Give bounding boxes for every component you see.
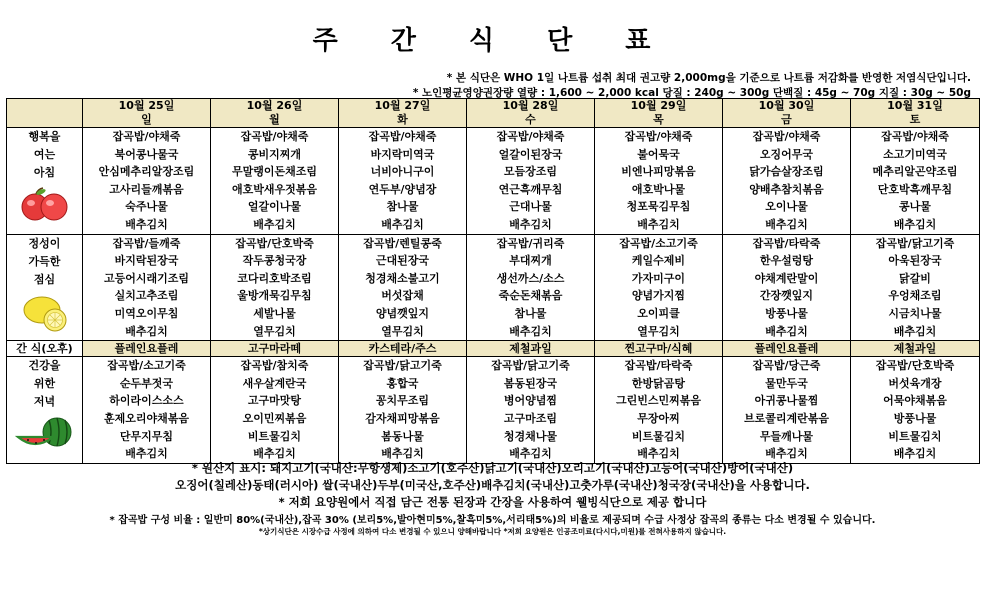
snack-cell: 제철과일 [467, 341, 595, 357]
menu-item: 시금치나물 [888, 306, 942, 320]
breakfast-cell [595, 128, 723, 235]
menu-item: 한방닭곰탕 [631, 376, 686, 390]
menu-item: 얼갈이나물 [247, 200, 302, 214]
meal-label-line: 건강을 [28, 359, 61, 373]
menu-item: 배추김치 [125, 324, 168, 338]
origin-note-continued: 오징어(칠레산)동태(러시아) 쌀(국내산)두부(미국산,호주산)배추김치(국내산)고춧가루(국내산)청국장(국내산)을 사용합니다. [175, 478, 810, 492]
menu-item: 울방개묵김무침 [237, 289, 312, 303]
date-cell: 10월 29일 [595, 99, 723, 114]
menu-item: 고사리들깨볶음 [109, 182, 184, 196]
meal-label-line: 점심 [33, 272, 56, 286]
menu-item: 참나물 [386, 200, 419, 214]
menu-item: 모듬장조림 [503, 165, 558, 179]
menu-item: 우엉채조림 [888, 289, 942, 303]
dinner-cell [467, 357, 595, 464]
menu-item: 오이피클 [637, 306, 680, 320]
menu-item: 배추김치 [125, 217, 168, 231]
menu-item: 어묵야채볶음 [883, 394, 947, 408]
menu-item: 봄동된장국 [503, 376, 558, 390]
menu-item: 애호박나물 [631, 182, 686, 196]
menu-item: 홍합국 [386, 376, 419, 390]
menu-item: 연근흑깨무침 [498, 182, 563, 196]
menu-item: 애호박새우젓볶음 [231, 182, 317, 196]
menu-item: 잡곡밥/야채죽 [624, 130, 693, 143]
meal-label-line: 정성이 [28, 236, 61, 250]
menu-item: 한우설렁탕 [759, 254, 814, 268]
menu-item: 아귀콩나물찜 [754, 394, 819, 408]
menu-item: 아욱된장국 [888, 254, 942, 268]
menu-item: 콩나물 [899, 200, 931, 214]
menu-item: 배추김치 [509, 217, 552, 231]
menu-item: 야채계란말이 [754, 271, 819, 285]
menu-item: 너비아니구이 [370, 165, 435, 179]
menu-item: 배추김치 [125, 447, 168, 461]
menu-item: 오이민찌볶음 [242, 411, 307, 425]
menu-item: 고등어시래기조림 [103, 271, 189, 285]
menu-item: 배추김치 [637, 447, 680, 461]
menu-item: 새우살계란국 [242, 376, 307, 390]
menu-item: 비트물김치 [888, 429, 942, 443]
menu-item: 미역오이무침 [114, 306, 179, 320]
menu-item: 잡곡밥/야채죽 [112, 130, 181, 143]
menu-item: 버섯육개장 [888, 376, 942, 390]
menu-item: 배추김치 [253, 217, 296, 231]
menu-item: 잡곡밥/귀리죽 [496, 236, 565, 250]
menu-item: 배추김치 [765, 217, 808, 231]
meal-label-line: 저녁 [33, 395, 56, 409]
date-cell: 10월 31일 [851, 99, 980, 114]
meal-label-line: 아침 [33, 166, 56, 179]
dinner-cell [595, 357, 723, 464]
lunch-cell [83, 234, 211, 341]
menu-item: 꽁치무조림 [375, 394, 430, 408]
breakfast-cell [339, 128, 467, 235]
header-corner [7, 99, 83, 128]
dinner-cell [723, 357, 851, 464]
lunch-cell [467, 234, 595, 341]
menu-item: 무장아찌 [637, 411, 680, 425]
menu-item: 잡곡밥/당근죽 [752, 359, 821, 373]
watermelon-icon [15, 415, 75, 451]
menu-item: 하이라이스소스 [109, 394, 184, 408]
menu-item: 물만두국 [765, 376, 808, 390]
meal-label-line: 위한 [33, 377, 56, 391]
menu-item: 감자채피망볶음 [365, 411, 440, 425]
breakfast-cell [723, 128, 851, 235]
menu-item: 배추김치 [253, 447, 296, 461]
dinner-row [7, 357, 980, 464]
sodium-note: * 본 식단은 WHO 1일 나트륨 섭취 최대 권고량 2,000mg을 기준으로 나트륨 저감화를 반영한 저염식단입니다. [446, 72, 971, 84]
menu-item: 단호박흑깨무침 [877, 182, 953, 196]
menu-item: 잡곡밥/들깨죽 [112, 236, 181, 250]
menu-item: 숙주나물 [125, 200, 168, 214]
menu-item: 배추김치 [765, 324, 808, 338]
origin-note: * 원산지 표시: 돼지고기(국내산:무항생제)소고기(호주산)닭고기(국내산)오리고기(국내산)고등어(국내산)방어(국내산) [191, 461, 794, 475]
date-cell: 10월 27일 [339, 99, 467, 114]
menu-item: 잡곡밥/야채죽 [240, 130, 309, 143]
menu-item: 청경채나물 [503, 429, 558, 443]
dinner-cell [83, 357, 211, 464]
menu-item: 잡곡밥/타락죽 [624, 359, 693, 373]
menu-item: 생선까스/소스 [496, 271, 565, 285]
weekday-cell: 목 [595, 113, 723, 128]
menu-item: 잡곡밥/타락죽 [752, 236, 821, 250]
menu-item: 봄동나물 [381, 429, 424, 443]
snack-cell: 고구마라떼 [211, 341, 339, 357]
menu-item: 배추김치 [893, 324, 937, 338]
snack-label: 간 식(오후) [7, 341, 83, 357]
breakfast-cell [211, 128, 339, 235]
snack-cell: 제철과일 [851, 341, 980, 357]
menu-item: 닭갈비 [899, 271, 931, 285]
menu-item: 잡곡밥/닭고기죽 [491, 359, 570, 373]
breakfast-label-cell [7, 128, 83, 235]
menu-item: 잡곡밥/단호박죽 [875, 359, 955, 373]
breakfast-cell [467, 128, 595, 235]
menu-item: 훈제오리야채볶음 [103, 411, 189, 425]
date-cell: 10월 26일 [211, 99, 339, 114]
menu-item: 병어양념찜 [503, 394, 558, 408]
menu-item: 방풍나물 [765, 306, 808, 320]
menu-item: 실치고추조림 [114, 289, 179, 303]
menu-item: 양념깻잎지 [375, 306, 430, 320]
dinner-cell [211, 357, 339, 464]
lemon-icon [19, 293, 71, 333]
dinner-cell [339, 357, 467, 464]
menu-item: 잡곡밥/야채죽 [752, 130, 821, 143]
menu-item: 간장깻잎지 [759, 289, 814, 303]
menu-item: 안심메추리알장조림 [98, 165, 195, 179]
menu-item: 고구마조림 [503, 411, 558, 425]
menu-item: 무들깨나물 [759, 429, 814, 443]
menu-item: 오이나물 [765, 200, 808, 214]
nutrition-note: * 노인평균영양권장량 열량 : 1,600 ~ 2,000 kcal 당질 : 240g ~ 300g 단백질 : 45g ~ 70g 지질 : 30g ~ 50g [412, 87, 971, 99]
menu-item: 배추김치 [381, 217, 424, 231]
menu-item: 소고기미역국 [883, 147, 947, 161]
grain-ratio-note: * 잡곡밥 구성 비율 : 일반미 80%(국내산),잡곡 30% (보리5%,발아현미5%,찰흑미5%,서리태5%)의 비율로 제공되며 수급 사정상 잡곡의 종류는 다소 변경될 수 있습니다. [109, 515, 876, 526]
menu-item: 얼갈이된장국 [498, 147, 563, 161]
menu-item: 작두콩청국장 [242, 254, 307, 268]
menu-item: 배추김치 [893, 217, 937, 231]
weekday-cell: 토 [851, 113, 980, 128]
menu-item: 배추김치 [893, 447, 937, 461]
menu-item: 청포묵김무침 [626, 200, 691, 214]
weekday-cell: 수 [467, 113, 595, 128]
menu-item: 근대나물 [509, 200, 552, 214]
menu-item: 브로콜리계란볶음 [743, 411, 829, 425]
menu-item: 잡곡밥/야채죽 [368, 130, 437, 143]
menu-item: 배추김치 [381, 447, 424, 461]
menu-item: 죽순돈채볶음 [498, 289, 563, 303]
snack-cell: 플레인요플레 [723, 341, 851, 357]
weekday-cell: 월 [211, 113, 339, 128]
menu-item: 잡곡밥/소고기죽 [619, 236, 698, 250]
menu-item: 그린빈스민찌볶음 [615, 394, 701, 408]
lunch-label-cell [7, 234, 83, 341]
dinner-label-cell [7, 357, 83, 464]
menu-item: 메추리알곤약조림 [872, 165, 958, 179]
menu-item: 바지락된장국 [114, 254, 179, 268]
menu-item: 비엔나피망볶음 [621, 165, 696, 179]
menu-item: 잡곡밥/렌틸콩죽 [363, 236, 442, 250]
lunch-cell [851, 234, 980, 341]
breakfast-cell [851, 128, 980, 235]
menu-item: 연두부/양념장 [368, 182, 437, 196]
menu-item: 콩비지찌개 [247, 147, 302, 161]
menu-item: 배추김치 [765, 447, 808, 461]
menu-item: 무말랭이돈채조림 [231, 165, 317, 179]
menu-item: 양배추참치볶음 [749, 182, 824, 196]
menu-item: 코다리호박조림 [237, 271, 312, 285]
menu-item: 닭가슴살장조림 [749, 165, 824, 179]
menu-item: 잡곡밥/닭고기죽 [363, 359, 442, 373]
lunch-row [7, 234, 980, 341]
date-row [7, 99, 980, 114]
menu-item: 버섯잡채 [381, 289, 424, 303]
meal-label-line: 가득한 [28, 254, 61, 268]
breakfast-cell [83, 128, 211, 235]
snack-cell: 찐고구마/식혜 [595, 341, 723, 357]
menu-item: 배추김치 [509, 447, 552, 461]
menu-item: 비트물김치 [247, 429, 302, 443]
lunch-cell [211, 234, 339, 341]
menu-item: 가자미구이 [631, 271, 686, 285]
menu-item: 양념가지찜 [631, 289, 686, 303]
menu-item: 근대된장국 [375, 254, 430, 268]
menu-item: 잡곡밥/참치죽 [240, 359, 309, 373]
meal-label-line: 여는 [33, 148, 56, 161]
menu-item: 열무김치 [253, 324, 296, 338]
lunch-cell [595, 234, 723, 341]
menu-item: 참나물 [514, 306, 547, 320]
menu-item: 불어묵국 [637, 147, 680, 161]
breakfast-row [7, 128, 980, 235]
menu-item: 배추김치 [637, 217, 680, 231]
menu-item: 북어콩나물국 [114, 147, 179, 161]
meal-label-line: 행복을 [28, 130, 61, 143]
snack-cell: 카스테라/주스 [339, 341, 467, 357]
menu-item: 열무김치 [381, 324, 424, 338]
menu-item: 고구마맛탕 [247, 394, 302, 408]
weekday-cell: 일 [83, 113, 211, 128]
date-cell: 10월 30일 [723, 99, 851, 114]
lunch-cell [723, 234, 851, 341]
dinner-cell [851, 357, 980, 464]
weekday-cell: 금 [723, 113, 851, 128]
menu-item: 부대찌개 [509, 254, 552, 268]
disclaimer-note: *상기식단은 시장수급 사정에 의하여 다소 변경될 수 있으니 양해바랍니다 *저희 요양원은 인공조미료(다시다,미원)를 전혀사용하지 않습니다. [258, 527, 727, 536]
snack-row [7, 341, 980, 357]
page-title: 주 간 식 단 표 [312, 26, 673, 56]
date-cell: 10월 25일 [83, 99, 211, 114]
menu-item: 세발나물 [253, 306, 296, 320]
menu-item: 오징어무국 [759, 147, 814, 161]
menu-item: 방풍나물 [893, 411, 937, 425]
weekday-cell: 화 [339, 113, 467, 128]
menu-item: 청경채소불고기 [365, 271, 440, 285]
sauce-note: * 저희 요양원에서 직접 담근 전통 된장과 간장을 사용하여 웰빙식단으로 제공 합니다 [278, 495, 707, 509]
menu-item: 잡곡밥/단호박죽 [235, 236, 314, 250]
menu-item: 열무김치 [637, 324, 680, 338]
weekday-row [7, 113, 980, 128]
menu-item: 순두부젓국 [119, 376, 174, 390]
menu-item: 배추김치 [509, 324, 552, 338]
menu-item: 잡곡밥/닭고기죽 [875, 236, 955, 250]
snack-cell: 플레인요플레 [83, 341, 211, 357]
menu-item: 잡곡밥/야채죽 [496, 130, 565, 143]
menu-item: 잡곡밥/야채죽 [881, 130, 949, 143]
menu-item: 케일수제비 [631, 254, 686, 268]
apple-icon [19, 186, 71, 222]
menu-item: 바지락미역국 [370, 147, 435, 161]
menu-item: 비트물김치 [631, 429, 686, 443]
date-cell: 10월 28일 [467, 99, 595, 114]
lunch-cell [339, 234, 467, 341]
menu-item: 잡곡밥/소고기죽 [107, 359, 186, 373]
menu-item: 단무지무침 [119, 429, 174, 443]
weekly-menu-table [6, 98, 980, 464]
